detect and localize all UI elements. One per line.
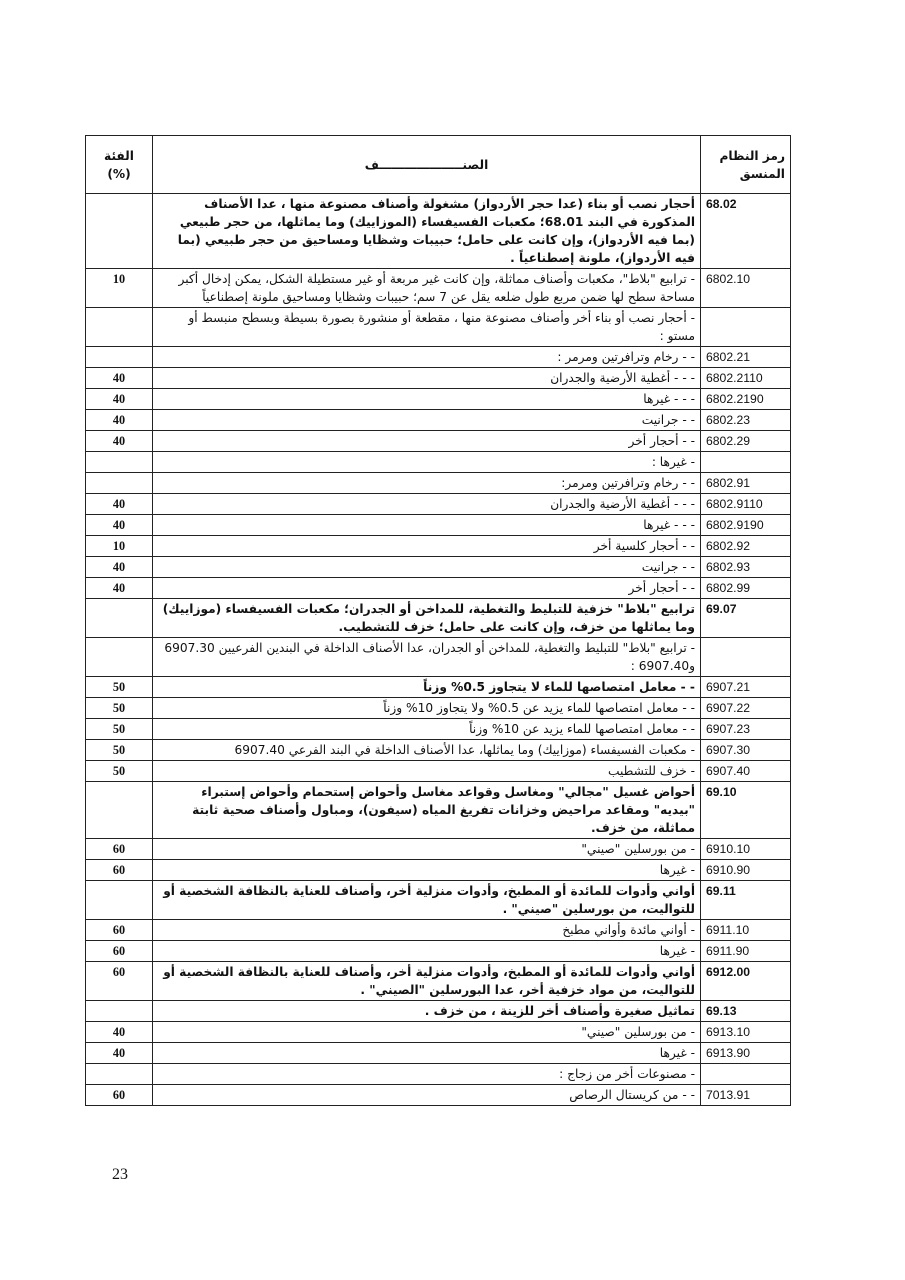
description-cell: - ترابيع "بلاط"، مكعبات وأصناف مماثلة، وإن كانت غير مربعة أو غير مستطيلة الشكل، يمكن إدخال أكبر مساحة سطح لها ضمن مربع طول ضلعه يقل عن 7 سم؛ حبيبات وشظايا ومساحيق ملونة إصطناعياً: [153, 269, 701, 308]
rate-cell: [86, 473, 153, 494]
description-cell: أحجار نصب أو بناء (عدا حجر الأردواز) مشغولة وأصناف مصنوعة منها ، عدا الأصناف المذكورة في البند 68.01؛ مكعبات الفسيفساء (الموزاييك) وما يماثلها، من حجر طبيعي (بما فيه الأردواز)، وإن كانت على حامل؛ حبيبات وشظايا ومساحيق من حجر طبيعي (بما فيه الأردواز)، ملونة إصطناعياً .: [153, 194, 701, 269]
description-cell: - - رخام وترافرتين ومرمر:: [153, 473, 701, 494]
rate-cell: [86, 638, 153, 677]
rate-cell: [86, 1064, 153, 1085]
table-row: [86, 515, 791, 536]
table-row: [86, 452, 791, 473]
rate-cell: 60: [86, 941, 153, 962]
description-cell: - غيرها: [153, 860, 701, 881]
rate-cell: [86, 347, 153, 368]
hs-code-cell: 6802.10: [701, 269, 791, 308]
hs-code-cell: 6802.2110: [701, 368, 791, 389]
rate-cell: 10: [86, 269, 153, 308]
hs-code-cell: 68.02: [701, 194, 791, 269]
table-row: [86, 839, 791, 860]
hs-code-cell: 69.13: [701, 1001, 791, 1022]
hs-code-cell: 6802.93: [701, 557, 791, 578]
rate-cell: 60: [86, 920, 153, 941]
table-row: [86, 494, 791, 515]
description-cell: أحواض غسيل "مجالي" ومغاسل وقواعد مغاسل وأحواض إستحمام وأحواض إستبراء "بيديه" ومقاعد مراحيض وخزانات تفريغ المياه (سيفون)، ومباول وأصناف صحية ثابتة مماثلة، من خزف.: [153, 782, 701, 839]
hs-code-cell: 6907.40: [701, 761, 791, 782]
tariff-table: [85, 135, 791, 1106]
rate-cell: 50: [86, 719, 153, 740]
table-row: [86, 347, 791, 368]
description-cell: - - معامل امتصاصها للماء لا يتجاوز 0.5% وزناً: [153, 677, 701, 698]
description-cell: - - جرانيت: [153, 410, 701, 431]
table-row: [86, 431, 791, 452]
rate-cell: 60: [86, 1085, 153, 1106]
description-cell: - خزف للتشطيب: [153, 761, 701, 782]
page-number: 23: [112, 1166, 128, 1183]
description-cell: - - - غيرها: [153, 515, 701, 536]
description-cell: - - من كريستال الرصاص: [153, 1085, 701, 1106]
table-row-heading: [86, 782, 791, 839]
hs-code-cell: 6910.10: [701, 839, 791, 860]
table-row: [86, 860, 791, 881]
table-row-heading: [86, 881, 791, 920]
hs-code-cell: 6907.21: [701, 677, 791, 698]
table-row: [86, 1085, 791, 1106]
table-row: [86, 761, 791, 782]
table-row: [86, 557, 791, 578]
description-cell: - - جرانيت: [153, 557, 701, 578]
description-cell: أواني وأدوات للمائدة أو المطبخ، وأدوات منزلية أخر، وأصناف للعناية بالنظافة الشخصية أو للتواليت، من بورسلين "صيني" .: [153, 881, 701, 920]
table-row: [86, 1043, 791, 1064]
rate-cell: 60: [86, 962, 153, 1001]
description-cell: - - معامل امتصاصها للماء يزيد عن 0.5% ولا يتجاوز 10% وزناً: [153, 698, 701, 719]
hs-code-cell: 6802.91: [701, 473, 791, 494]
hs-code-cell: 6910.90: [701, 860, 791, 881]
description-cell: - ترابيع "بلاط" للتبليط والتغطية، للمداخن أو الجدران، عدا الأصناف الداخلة في البندين الفرعيين 6907.30 و6907.40 :: [153, 638, 701, 677]
table-row-heading: [86, 962, 791, 1001]
hs-code-cell: 6907.30: [701, 740, 791, 761]
hs-code-cell: 6911.90: [701, 941, 791, 962]
rate-cell: [86, 194, 153, 269]
description-cell: - مكعبات الفسيفساء (موزاييك) وما يماثلها، عدا الأصناف الداخلة في البند الفرعي 6907.40: [153, 740, 701, 761]
hs-code-cell: [701, 452, 791, 473]
rate-cell: 60: [86, 860, 153, 881]
rate-cell: 40: [86, 1022, 153, 1043]
rate-cell: 40: [86, 389, 153, 410]
hs-code-cell: 6911.10: [701, 920, 791, 941]
description-cell: - مصنوعات أخر من زجاج :: [153, 1064, 701, 1085]
table-row: [86, 368, 791, 389]
description-cell: ترابيع "بلاط" خزفية للتبليط والتغطية، للمداخن أو الجدران؛ مكعبات الفسيفساء (موزاييك) وما يماثلها من خزف، وإن كانت على حامل؛ خزف للتشطيب.: [153, 599, 701, 638]
hs-code-cell: 6802.2190: [701, 389, 791, 410]
hs-code-cell: 6802.92: [701, 536, 791, 557]
description-cell: تماثيل صغيرة وأصناف أخر للزينة ، من خزف .: [153, 1001, 701, 1022]
table-body: [86, 194, 791, 1106]
description-cell: - - رخام وترافرتين ومرمر :: [153, 347, 701, 368]
table-row: [86, 578, 791, 599]
hs-code-cell: 6802.21: [701, 347, 791, 368]
table-row: [86, 719, 791, 740]
hs-code-cell: 6913.10: [701, 1022, 791, 1043]
header-code: رمز النظام المنسق: [701, 136, 791, 194]
hs-code-cell: 6802.9190: [701, 515, 791, 536]
rate-cell: 50: [86, 698, 153, 719]
rate-cell: 10: [86, 536, 153, 557]
description-cell: - غيرها: [153, 1043, 701, 1064]
rate-cell: [86, 452, 153, 473]
rate-cell: 40: [86, 494, 153, 515]
hs-code-cell: 69.10: [701, 782, 791, 839]
hs-code-cell: 69.07: [701, 599, 791, 638]
hs-code-cell: 6802.29: [701, 431, 791, 452]
hs-code-cell: 6913.90: [701, 1043, 791, 1064]
table-row: [86, 1022, 791, 1043]
header-description: الصنــــــــــــــــــــف: [153, 136, 701, 194]
description-cell: - غيرها :: [153, 452, 701, 473]
description-cell: - - أحجار أخر: [153, 431, 701, 452]
rate-cell: 60: [86, 839, 153, 860]
rate-cell: 50: [86, 677, 153, 698]
table-row: [86, 269, 791, 308]
table-row-heading: [86, 194, 791, 269]
rate-cell: 40: [86, 410, 153, 431]
hs-code-cell: 6802.23: [701, 410, 791, 431]
table-row: [86, 740, 791, 761]
description-cell: - أحجار نصب أو بناء أخر وأصناف مصنوعة منها ، مقطعة أو منشورة بصورة بسيطة وبسطح منبسط أو مستو :: [153, 308, 701, 347]
table-row: [86, 638, 791, 677]
hs-code-cell: 6907.22: [701, 698, 791, 719]
table-row: [86, 410, 791, 431]
table-row: [86, 308, 791, 347]
rate-cell: [86, 782, 153, 839]
rate-cell: 40: [86, 1043, 153, 1064]
rate-cell: 50: [86, 761, 153, 782]
table-row: [86, 941, 791, 962]
description-cell: أواني وأدوات للمائدة أو المطبخ، وأدوات منزلية أخر، وأصناف للعناية بالنظافة الشخصية أو للتواليت، من مواد خزفية أخر، عدا البورسلين "الصيني" .: [153, 962, 701, 1001]
hs-code-cell: 69.11: [701, 881, 791, 920]
description-cell: - - - أغطية الأرضية والجدران: [153, 368, 701, 389]
table-row: [86, 698, 791, 719]
hs-code-cell: [701, 308, 791, 347]
rate-cell: [86, 308, 153, 347]
description-cell: - - - أغطية الأرضية والجدران: [153, 494, 701, 515]
description-cell: - من بورسلين "صيني": [153, 839, 701, 860]
table-row: [86, 473, 791, 494]
rate-cell: 40: [86, 515, 153, 536]
description-cell: - - معامل امتصاصها للماء يزيد عن 10% وزناً: [153, 719, 701, 740]
description-cell: - - - غيرها: [153, 389, 701, 410]
rate-cell: [86, 599, 153, 638]
table-row-heading: [86, 1001, 791, 1022]
table-row: [86, 1064, 791, 1085]
description-cell: - غيرها: [153, 941, 701, 962]
table-row: [86, 536, 791, 557]
header-rate: الفئة (%): [86, 136, 153, 194]
hs-code-cell: 6802.9110: [701, 494, 791, 515]
description-cell: - - أحجار كلسية أخر: [153, 536, 701, 557]
hs-code-cell: 6907.23: [701, 719, 791, 740]
description-cell: - أواني مائدة وأواني مطبخ: [153, 920, 701, 941]
rate-cell: [86, 881, 153, 920]
rate-cell: 40: [86, 431, 153, 452]
table-row: [86, 389, 791, 410]
hs-code-cell: 6912.00: [701, 962, 791, 1001]
table-header-row: [86, 136, 791, 194]
table-row: [86, 677, 791, 698]
hs-code-cell: 6802.99: [701, 578, 791, 599]
rate-cell: 50: [86, 740, 153, 761]
hs-code-cell: [701, 638, 791, 677]
description-cell: - من بورسلين "صيني": [153, 1022, 701, 1043]
rate-cell: 40: [86, 578, 153, 599]
hs-code-cell: [701, 1064, 791, 1085]
table-row-heading: [86, 599, 791, 638]
table-row: [86, 920, 791, 941]
rate-cell: [86, 1001, 153, 1022]
hs-code-cell: 7013.91: [701, 1085, 791, 1106]
rate-cell: 40: [86, 557, 153, 578]
rate-cell: 40: [86, 368, 153, 389]
description-cell: - - أحجار أخر: [153, 578, 701, 599]
